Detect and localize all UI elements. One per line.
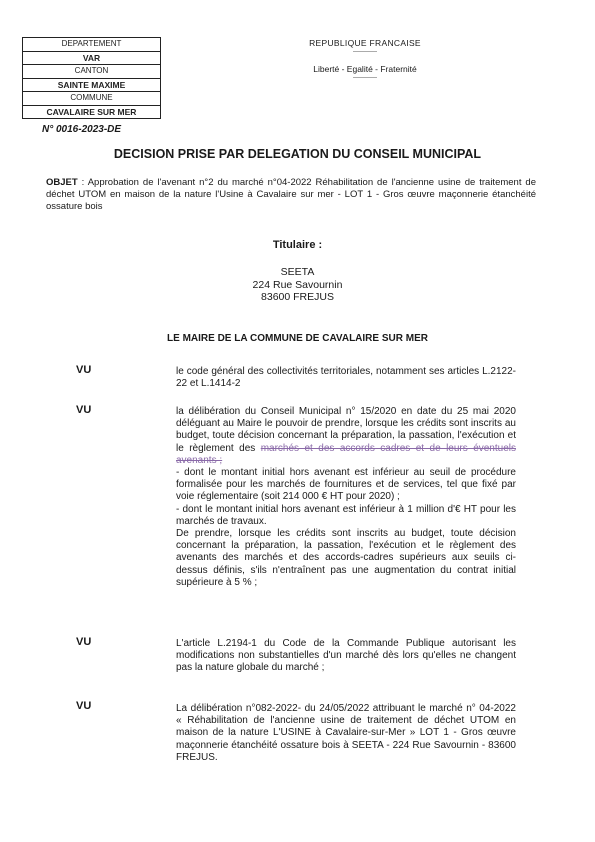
vu-item-4	[176, 703, 516, 764]
titulaire-name: SEETA	[280, 266, 315, 278]
vu-label-3: VU	[76, 636, 92, 648]
vu-item-2-text-c: - dont le montant initial hors avenant est inférieur à 1 million d'€ HT pour les marchés de travaux.	[176, 503, 516, 527]
vu-label-1: VU	[76, 364, 92, 376]
titulaire-city: 83600 FREJUS	[261, 291, 334, 303]
vu-item-2-text-a: la délibération du Conseil Municipal n° 15/2020 en date du 25 mai 2020 déléguant au Maire le pouvoir de prendre, lorsque les crédits sont inscrits au budget, toute décision concernant la préparation, la passation, l'exécution et le règlement des	[176, 406, 516, 454]
republique-title: REPUBLIQUE FRANCAISE	[309, 38, 421, 48]
titulaire-heading: Titulaire :	[272, 239, 323, 251]
admin-departement-label: DEPARTEMENT	[23, 38, 160, 52]
page-title: DECISION PRISE PAR DELEGATION DU CONSEIL MUNICIPAL	[113, 147, 482, 161]
decision-reference: N° 0016-2023-DE	[42, 124, 122, 135]
objet-paragraph	[46, 177, 536, 213]
titulaire-address: 224 Rue Savournin	[252, 278, 343, 291]
republique-separator: ------------	[353, 49, 377, 55]
administrative-box	[22, 37, 161, 119]
vu-item-2-text-d: De prendre, lorsque les crédits sont inscrits au budget, toute décision concernant la préparation, la passation, l'exécution et le règlement des avenants des marchés et des accords-cadres supérieurs aux seuils ci-dessus définis, s'ils n'entraînent pas une augmentation du contrat initial supérieure à 5 % ;	[176, 528, 516, 588]
vu-item-2-text	[176, 406, 516, 467]
admin-departement-value: VAR	[23, 52, 160, 66]
admin-commune-label: COMMUNE	[23, 92, 160, 106]
devise: Liberté - Egalité - Fraternité	[313, 64, 417, 74]
titulaire-block	[0, 266, 595, 304]
republique-header	[290, 38, 440, 82]
vu-item-1-text: le code général des collectivités territoriales, notamment ses articles L.2122-22 et L.1414-2	[176, 366, 516, 390]
admin-commune-value: CAVALAIRE SUR MER	[46, 106, 137, 117]
vu-item-3	[176, 638, 516, 675]
objet-label: OBJET	[46, 177, 78, 188]
maire-heading: LE MAIRE DE LA COMMUNE DE CAVALAIRE SUR MER	[167, 333, 428, 344]
vu-label-4: VU	[76, 700, 92, 712]
admin-canton-value: SAINTE MAXIME	[23, 79, 160, 93]
objet-text: : Approbation de l'avenant n°2 du marché n°04-2022 Réhabilitation de l'ancienne usine de traitement de déchet UTOM en maison de la nature l'Usine à Cavalaire sur mer - LOT 1 - Gros œuvre maçonnerie étanchéité ossature bois	[46, 177, 536, 212]
vu-label-2: VU	[76, 404, 92, 416]
vu-item-2-struck-text: marchés et des accords cadres et de leurs éventuels avenants ;	[176, 442, 516, 466]
vu-item-2	[176, 406, 516, 589]
vu-item-3-text: L'article L.2194-1 du Code de la Commande Publique autorisant les modifications non substantielles d'un marché dès lors qu'elles ne changent pas la nature globale du marché ;	[176, 638, 516, 674]
vu-item-1	[176, 366, 516, 390]
admin-canton-label: CANTON	[23, 65, 160, 79]
vu-item-2-text-b: - dont le montant initial hors avenant est inférieur au seuil de procédure formalisée pour les marchés de fournitures et de services, tel que fixé par voie réglementaire (soit 214 000 € HT pour 2020) ;	[176, 467, 516, 503]
devise-separator: ------------	[353, 75, 377, 81]
vu-item-4-text: La délibération n°082-2022- du 24/05/2022 attribuant le marché n° 04-2022 « Réhabilitation de l'ancienne usine de traitement de déchet UTOM en maison de la nature L'USINE à Cavalaire-sur-Mer » LOT 1 - Gros œuvre maçonnerie étanchéité ossature bois à SEETA - 224 Rue Savournin - 83600 FREJUS.	[176, 703, 516, 763]
